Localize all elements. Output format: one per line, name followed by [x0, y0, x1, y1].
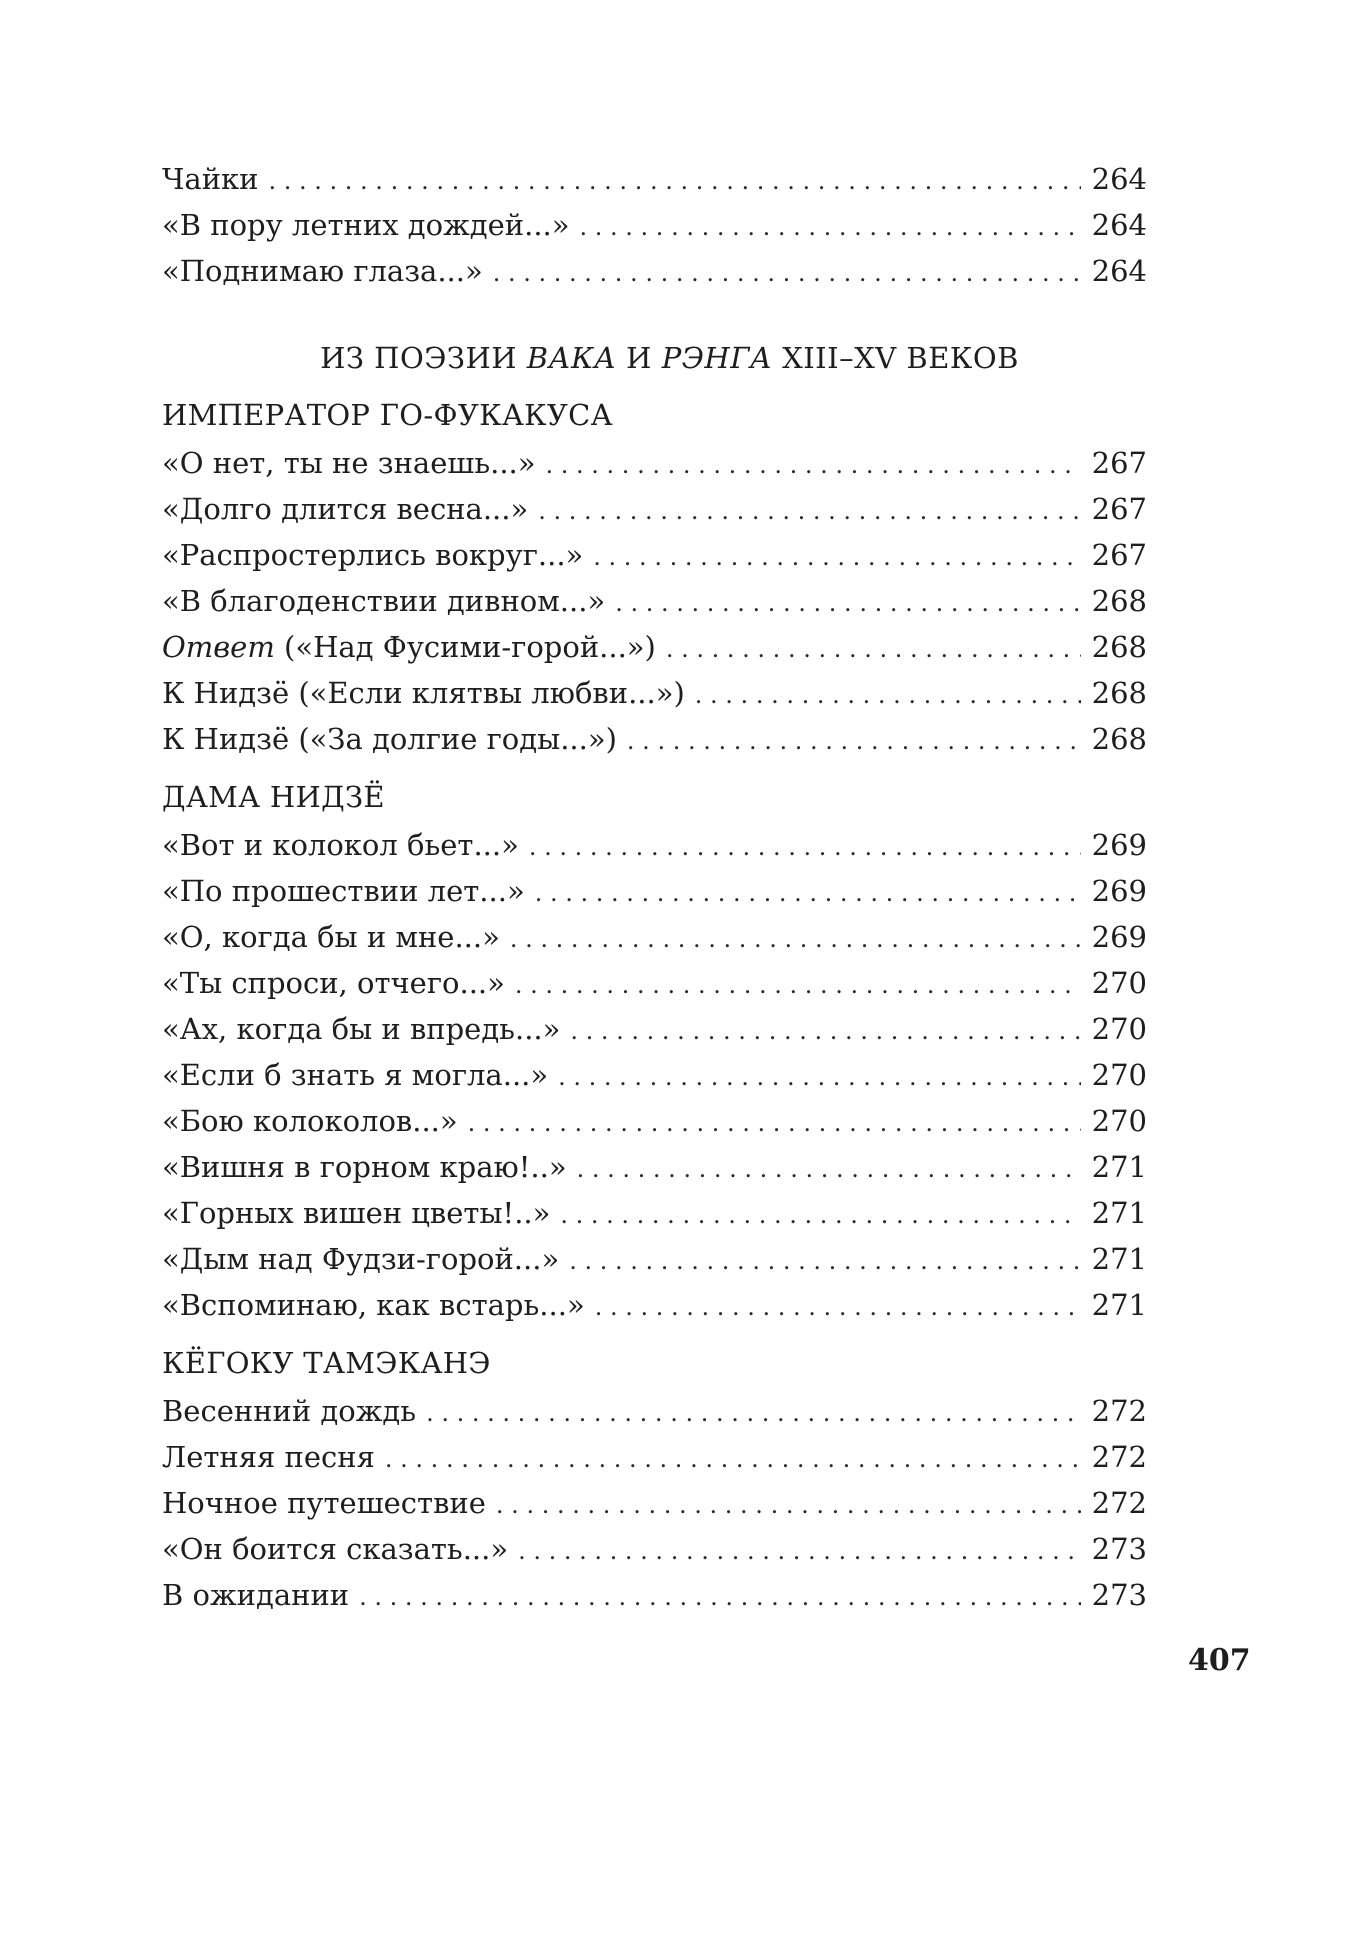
entry-title: «Дым над Фудзи-горой...»: [162, 1242, 560, 1276]
entry-title: «О, когда бы и мне...»: [162, 920, 500, 954]
dot-leader: [510, 916, 1081, 962]
entry-title: «Он боится сказать...»: [162, 1532, 509, 1566]
entry-title: «Вишня в горном краю!..»: [162, 1150, 567, 1184]
part-title: [162, 334, 1147, 382]
entry-title-italic: Ответ: [162, 630, 275, 664]
dot-leader: [493, 250, 1081, 296]
dot-leader: [695, 672, 1081, 718]
entry-page: 264: [1091, 162, 1147, 196]
dot-leader: [269, 158, 1082, 204]
dot-leader: [560, 1192, 1081, 1238]
entry-title: «Распростерлись вокруг...»: [162, 538, 584, 572]
table-of-contents: [162, 156, 1147, 1618]
entry-page: 272: [1091, 1394, 1147, 1428]
toc-entry: [162, 1388, 1147, 1434]
entry-title: Летняя песня: [162, 1440, 375, 1474]
entry-title: «Бою колоколов...»: [162, 1104, 458, 1138]
entry-title: «В пору летних дождей...»: [162, 208, 570, 242]
dot-leader: [593, 534, 1081, 580]
author-heading: КЁГОКУ ТАМЭКАНЭ: [162, 1346, 491, 1380]
part-title-italic-renga: РЭНГА: [661, 341, 773, 375]
entry-page: 270: [1091, 1012, 1147, 1046]
toc-entry: [162, 1480, 1147, 1526]
dot-leader: [580, 204, 1081, 250]
entry-page: 267: [1091, 538, 1147, 572]
entry-page: 273: [1091, 1532, 1147, 1566]
entry-title: «О нет, ты не знаешь...»: [162, 446, 536, 480]
entry-title: Весенний дождь: [162, 1394, 417, 1428]
page-number: 407: [1188, 1643, 1251, 1678]
dot-leader: [546, 442, 1081, 488]
entry-title: «Если б знать я могла...»: [162, 1058, 549, 1092]
entry-title: «Вспоминаю, как встарь...»: [162, 1288, 585, 1322]
entry-page: 270: [1091, 966, 1147, 1000]
entry-page: 272: [1091, 1440, 1147, 1474]
entry-page: 272: [1091, 1486, 1147, 1520]
toc-entry: [162, 532, 1147, 578]
toc-entry: [162, 670, 1147, 716]
dot-leader: [627, 718, 1081, 764]
entry-title: В ожидании: [162, 1578, 350, 1612]
dot-leader: [577, 1146, 1081, 1192]
entry-title: [162, 624, 666, 670]
part-title-prefix: ИЗ ПОЭЗИИ: [320, 341, 527, 375]
entry-page: 268: [1091, 630, 1147, 664]
entry-title: «Горных вишен цветы!..»: [162, 1196, 551, 1230]
entry-page: 269: [1091, 828, 1147, 862]
toc-entry: [162, 624, 1147, 670]
dot-leader: [385, 1436, 1081, 1482]
toc-entry: [162, 1572, 1147, 1618]
dot-leader: [615, 580, 1081, 626]
entry-title: Ночное путешествие: [162, 1486, 486, 1520]
entry-page: 268: [1091, 722, 1147, 756]
entry-title: К Нидзё («Если клятвы любви...»): [162, 676, 685, 710]
dot-leader: [569, 1238, 1081, 1284]
dot-leader: [496, 1482, 1081, 1528]
entry-page: 270: [1091, 1058, 1147, 1092]
entry-page: 264: [1091, 254, 1147, 288]
entry-page: 269: [1091, 874, 1147, 908]
dot-leader: [570, 1008, 1081, 1054]
toc-entry: [162, 486, 1147, 532]
dot-leader: [426, 1390, 1081, 1436]
entry-page: 271: [1091, 1288, 1147, 1322]
dot-leader: [515, 962, 1081, 1008]
toc-entry: [162, 914, 1147, 960]
entry-title: «По прошествии лет...»: [162, 874, 525, 908]
toc-entry: [162, 868, 1147, 914]
toc-entry: [162, 1282, 1147, 1328]
toc-entry: [162, 716, 1147, 762]
entry-page: 264: [1091, 208, 1147, 242]
dot-leader: [538, 488, 1081, 534]
entry-page: 271: [1091, 1196, 1147, 1230]
dot-leader: [518, 1528, 1081, 1574]
entry-page: 273: [1091, 1578, 1147, 1612]
dot-leader: [468, 1100, 1081, 1146]
dot-leader: [535, 870, 1081, 916]
entry-title: «Ты спроси, отчего...»: [162, 966, 505, 1000]
part-title-italic-vaka: ВАКА: [526, 341, 617, 375]
dot-leader: [359, 1574, 1081, 1620]
toc-entry: [162, 1052, 1147, 1098]
entry-page: 269: [1091, 920, 1147, 954]
toc-entry: [162, 1144, 1147, 1190]
toc-entry: [162, 960, 1147, 1006]
toc-entry: [162, 822, 1147, 868]
entry-title: «Ах, когда бы и впредь...»: [162, 1012, 561, 1046]
entry-page: 268: [1091, 676, 1147, 710]
toc-entry: [162, 1434, 1147, 1480]
entry-page: 270: [1091, 1104, 1147, 1138]
part-title-middle: И: [616, 341, 662, 375]
entry-title: «Вот и колокол бьет...»: [162, 828, 519, 862]
entry-title: «Поднимаю глаза...»: [162, 254, 483, 288]
author-heading: ДАМА НИДЗЁ: [162, 780, 385, 814]
toc-entry: [162, 1190, 1147, 1236]
entry-page: 271: [1091, 1242, 1147, 1276]
toc-entry: [162, 1098, 1147, 1144]
dot-leader: [595, 1284, 1081, 1330]
entry-page: 267: [1091, 446, 1147, 480]
author-heading: ИМПЕРАТОР ГО-ФУКАКУСА: [162, 398, 613, 432]
entry-page: 271: [1091, 1150, 1147, 1184]
entry-title: К Нидзё («За долгие годы...»): [162, 722, 617, 756]
entry-title: «Долго длится весна...»: [162, 492, 529, 526]
part-title-suffix: XIII–XV ВЕКОВ: [772, 341, 1019, 375]
toc-entry: [162, 1236, 1147, 1282]
toc-entry: [162, 248, 1147, 294]
dot-leader: [529, 824, 1081, 870]
toc-entry: [162, 578, 1147, 624]
toc-entry: [162, 156, 1147, 202]
toc-entry: [162, 202, 1147, 248]
entry-page: 267: [1091, 492, 1147, 526]
entry-title: Чайки: [162, 162, 259, 196]
dot-leader: [666, 626, 1081, 672]
toc-entry: [162, 1526, 1147, 1572]
toc-entry: [162, 440, 1147, 486]
entry-page: 268: [1091, 584, 1147, 618]
dot-leader: [558, 1054, 1081, 1100]
entry-title-rest: («Над Фусими-горой...»): [274, 630, 656, 664]
entry-title: «В благоденствии дивном...»: [162, 584, 606, 618]
toc-entry: [162, 1006, 1147, 1052]
